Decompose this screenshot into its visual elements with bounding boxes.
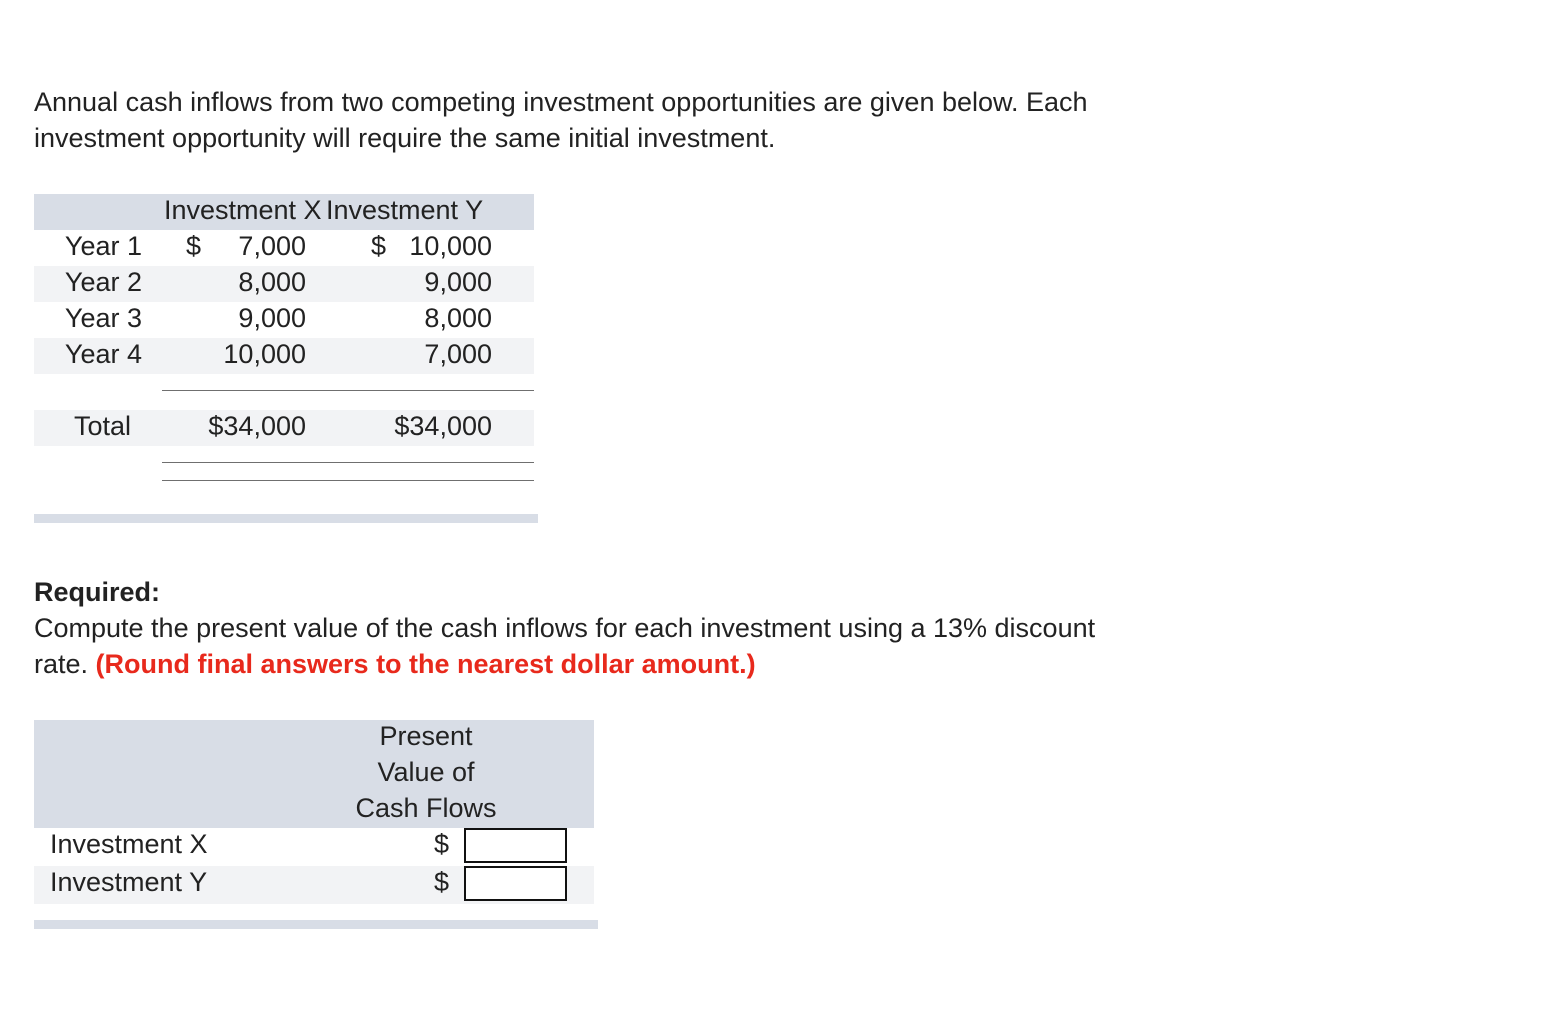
investment-x-value: 7,000 [238, 231, 306, 261]
subtotal-rule [162, 390, 534, 391]
currency-symbol: $ [371, 231, 387, 261]
investment-y-value: 7,000 [424, 339, 492, 369]
table-row [34, 864, 594, 902]
total-investment-x: $34,000 [208, 411, 306, 441]
total-double-rule-top [162, 462, 534, 463]
intro-line-1: Annual cash inflows from two competing investment opportunities are given below. Each [34, 87, 1088, 117]
investment-y-value: 8,000 [424, 303, 492, 333]
currency-symbol: $ [434, 867, 450, 897]
investment-y-value: 9,000 [424, 267, 492, 297]
table-row [34, 828, 594, 864]
header-line: Present [379, 721, 473, 751]
present-value-header [336, 718, 516, 826]
required-line-2 [34, 646, 1334, 682]
investment-x-value: 9,000 [238, 303, 306, 333]
total-row [34, 408, 534, 444]
row-label: Year 3 [64, 303, 142, 333]
total-double-rule-bottom [162, 480, 534, 481]
currency-symbol: $ [434, 829, 450, 859]
header-investment-y: Investment Y [326, 195, 484, 225]
currency-symbol: $ [186, 231, 202, 261]
row-label: Year 4 [64, 339, 142, 369]
header-investment-x: Investment X [164, 195, 322, 225]
investment-x-value: 10,000 [223, 339, 306, 369]
investment-y-value: 10,000 [409, 231, 492, 261]
required-heading: Required: [34, 577, 161, 607]
row-label: Year 1 [64, 231, 142, 261]
header-line: Cash Flows [355, 793, 497, 823]
table-row [34, 336, 534, 372]
answer-table-footer-bar [34, 920, 598, 929]
required-line-1: Compute the present value of the cash inflows for each investment using a 13% discount [34, 613, 1096, 643]
investment-x-value: 8,000 [238, 267, 306, 297]
investment-x-present-value-input[interactable] [464, 828, 567, 863]
intro-line-2: investment opportunity will require the same initial investment. [34, 123, 776, 153]
row-label: Investment X [50, 829, 208, 859]
rounding-instruction: (Round final answers to the nearest dollar amount.) [95, 649, 756, 679]
required-line-2-plain: rate. [34, 649, 96, 679]
row-label: Year 2 [64, 267, 142, 297]
row-label: Investment Y [50, 867, 208, 897]
investment-y-present-value-input[interactable] [464, 866, 567, 901]
header-line: Value of [377, 757, 475, 787]
table-row [34, 264, 534, 300]
required-text [34, 610, 1334, 682]
table-footer-bar [34, 514, 538, 523]
total-investment-y: $34,000 [394, 411, 492, 441]
table-row [34, 300, 534, 336]
intro-text [34, 84, 1334, 156]
total-label: Total [73, 411, 131, 441]
table-row [34, 228, 534, 264]
